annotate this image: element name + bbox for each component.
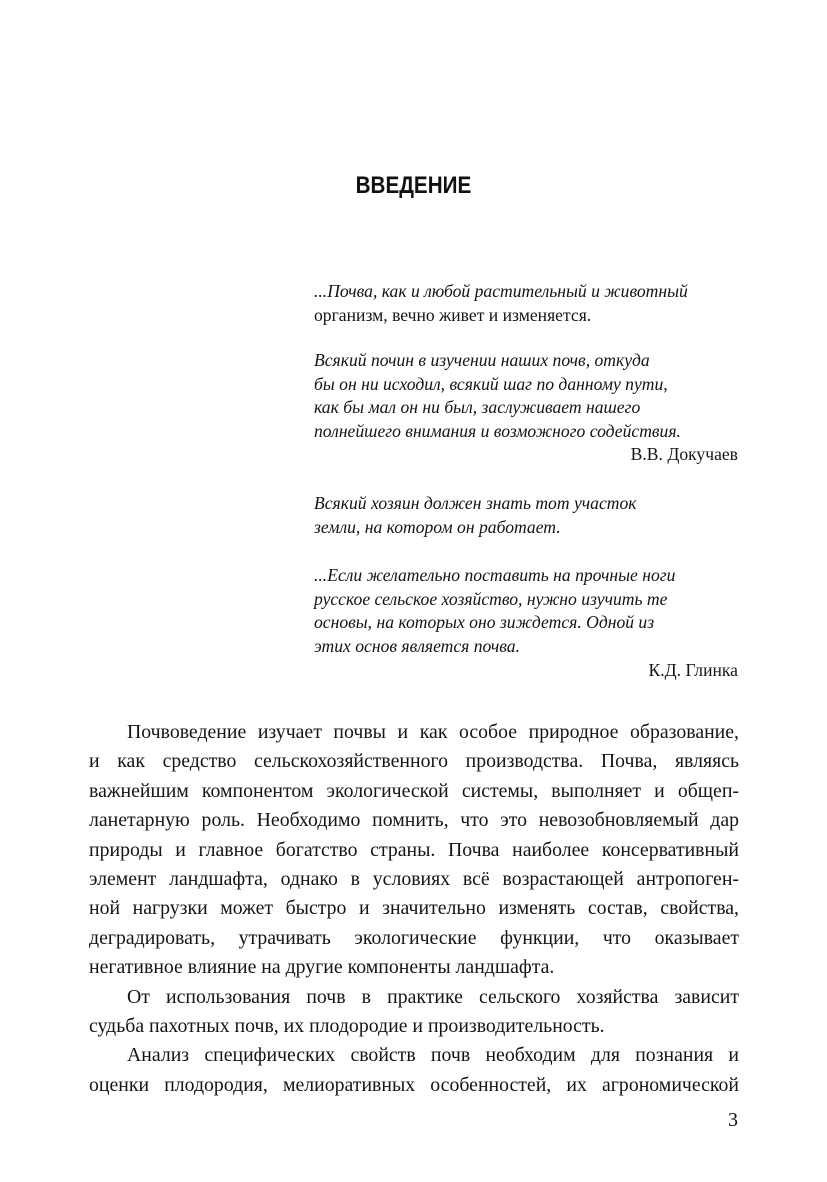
text-line: оценки плодородия, мелиоративных особенностей, их агрономической <box>89 1073 739 1096</box>
paragraph-2 <box>89 983 739 1042</box>
text-line: деградировать, утрачивать экологические функции, что оказывает <box>89 926 739 949</box>
text-line: и как средство сельскохозяйственного производства. Почва, являясь <box>89 750 739 773</box>
epigraph-line: полнейшего внимания и возможного содействия. <box>314 420 681 441</box>
epigraph-line: Всякий хозяин должен знать тот участок <box>314 493 637 513</box>
epigraph-line: этих основ является почва. <box>314 635 520 656</box>
epigraph-line: земли, на котором он работает. <box>314 516 561 537</box>
epigraph-line: ...Почва, как и любой растительный и животный <box>314 281 688 301</box>
epigraph-3 <box>314 492 637 539</box>
text-line: природы и главное богатство страны. Почва наиболее консервативный <box>89 838 739 861</box>
text-line: негативное влияние на другие компоненты ландшафта. <box>89 956 555 979</box>
epigraph-line: русское сельское хозяйство, нужно изучить те <box>314 588 668 609</box>
epigraph-line: как бы мал он ни был, заслуживает нашего <box>314 397 641 418</box>
epigraph-2 <box>314 349 681 443</box>
text-line: Анализ специфических свойств почв необходим для познания и <box>127 1044 739 1067</box>
text-line: элемент ландшафта, однако в условиях всё возрастающей антропоген- <box>89 867 739 890</box>
text-line: судьба пахотных почв, их плодородие и производительность. <box>89 1014 605 1037</box>
epigraph-1 <box>314 280 688 327</box>
paragraph-3 <box>89 1041 739 1100</box>
epigraph-4 <box>314 564 675 658</box>
epigraph-line: Всякий почин в изучении наших почв, откуда <box>314 350 650 370</box>
epigraph-line: ...Если желательно поставить на прочные ноги <box>314 565 676 585</box>
epigraph-line: бы он ни исходил, всякий шаг по данному пути, <box>314 373 668 394</box>
text-line: ланетарную роль. Необходимо помнить, что это невозобновляемый дар <box>89 809 739 832</box>
text-line: ной нагрузки может быстро и значительно изменять состав, свойства, <box>89 897 739 920</box>
page-title: ВВЕДЕНИЕ <box>355 172 472 199</box>
text-line: Почвоведение изучает почвы и как особое природное образование, <box>127 721 739 743</box>
page-number: 3 <box>728 1109 738 1131</box>
body-text <box>89 718 739 1100</box>
text-line: важнейшим компонентом экологической системы, выполняет и общеп- <box>89 779 739 802</box>
epigraph-author-glinka: К.Д. Глинка <box>648 660 738 680</box>
paragraph-1 <box>89 718 739 983</box>
text-line: От использования почв в практике сельского хозяйства зависит <box>127 985 739 1008</box>
epigraph-line: основы, на которых оно зиждется. Одной из <box>314 612 655 633</box>
epigraph-author-dokuchaev: В.В. Докучаев <box>630 444 738 464</box>
epigraph-line: организм, вечно живет и изменяется. <box>314 304 592 325</box>
